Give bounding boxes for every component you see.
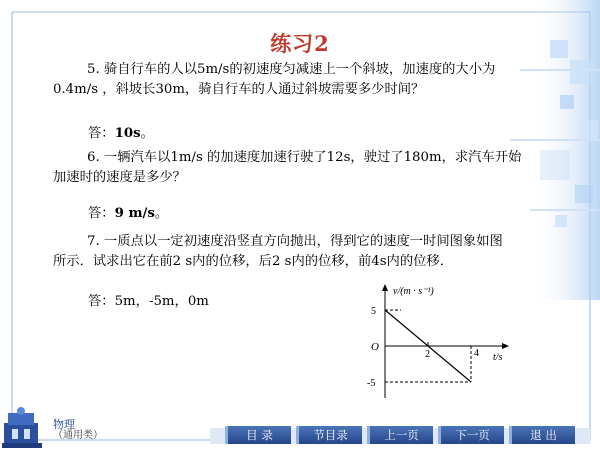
graph-label-4: 4 [474, 348, 479, 359]
q7-line1: 7. 一质点以一定初速度沿竖直方向抛出，得到它的速度一时间图象如图 [87, 234, 503, 249]
graph-xlabel: t/s [493, 352, 503, 363]
next-page-button[interactable]: 下一页 [438, 426, 504, 444]
graph-label-2: 2 [425, 349, 430, 360]
answer-6-value: 9 m/s [114, 206, 155, 221]
q5-line2: 0.4m/s ，斜坡长30m，骑自行车的人通过斜坡需要多少时间？ [53, 82, 425, 97]
graph-x-arrow [502, 343, 509, 349]
q6-line1: 6. 一辆汽车以1m/s 的加速度加速行驶了12s，驶过了180m，求汽车开始 [87, 150, 522, 165]
prev-page-button[interactable]: 上一页 [367, 426, 433, 444]
velocity-time-graph [343, 280, 513, 405]
question-6 [53, 148, 568, 188]
graph-ylabel: v/(m · s⁻¹) [393, 286, 434, 297]
textbook-label: 物理 （通用类） [53, 418, 103, 441]
q6-line2: 加速时的速度是多少？ [53, 170, 186, 185]
answer-5: 答：10s。 [88, 126, 154, 141]
graph-origin: O [371, 341, 379, 353]
question-5 [53, 60, 568, 100]
answer-5-value: 10s [114, 126, 141, 141]
answer-7: 答：5m，-5m，0m [88, 294, 209, 309]
q7-line2: 所示．试求出它在前2 s内的位移，后2 s内的位移，前4s内的位移． [53, 254, 454, 269]
page-title: 练习2 [270, 31, 330, 56]
graph-label-5: 5 [371, 306, 376, 317]
q5-line1: 5. 骑自行车的人以5m/s的初速度匀减速上一个斜坡，加速度的大小为 [87, 62, 496, 77]
graph-y-arrow [382, 284, 388, 291]
graph-label-neg5: -5 [367, 378, 376, 389]
exit-button[interactable]: 退 出 [509, 426, 575, 444]
textbook-logo-icon [0, 405, 50, 450]
toc-button[interactable]: 目 录 [225, 426, 291, 444]
section-toc-button[interactable]: 节目录 [296, 426, 362, 444]
answer-6: 答：9 m/s。 [88, 206, 169, 221]
question-7 [53, 232, 568, 272]
